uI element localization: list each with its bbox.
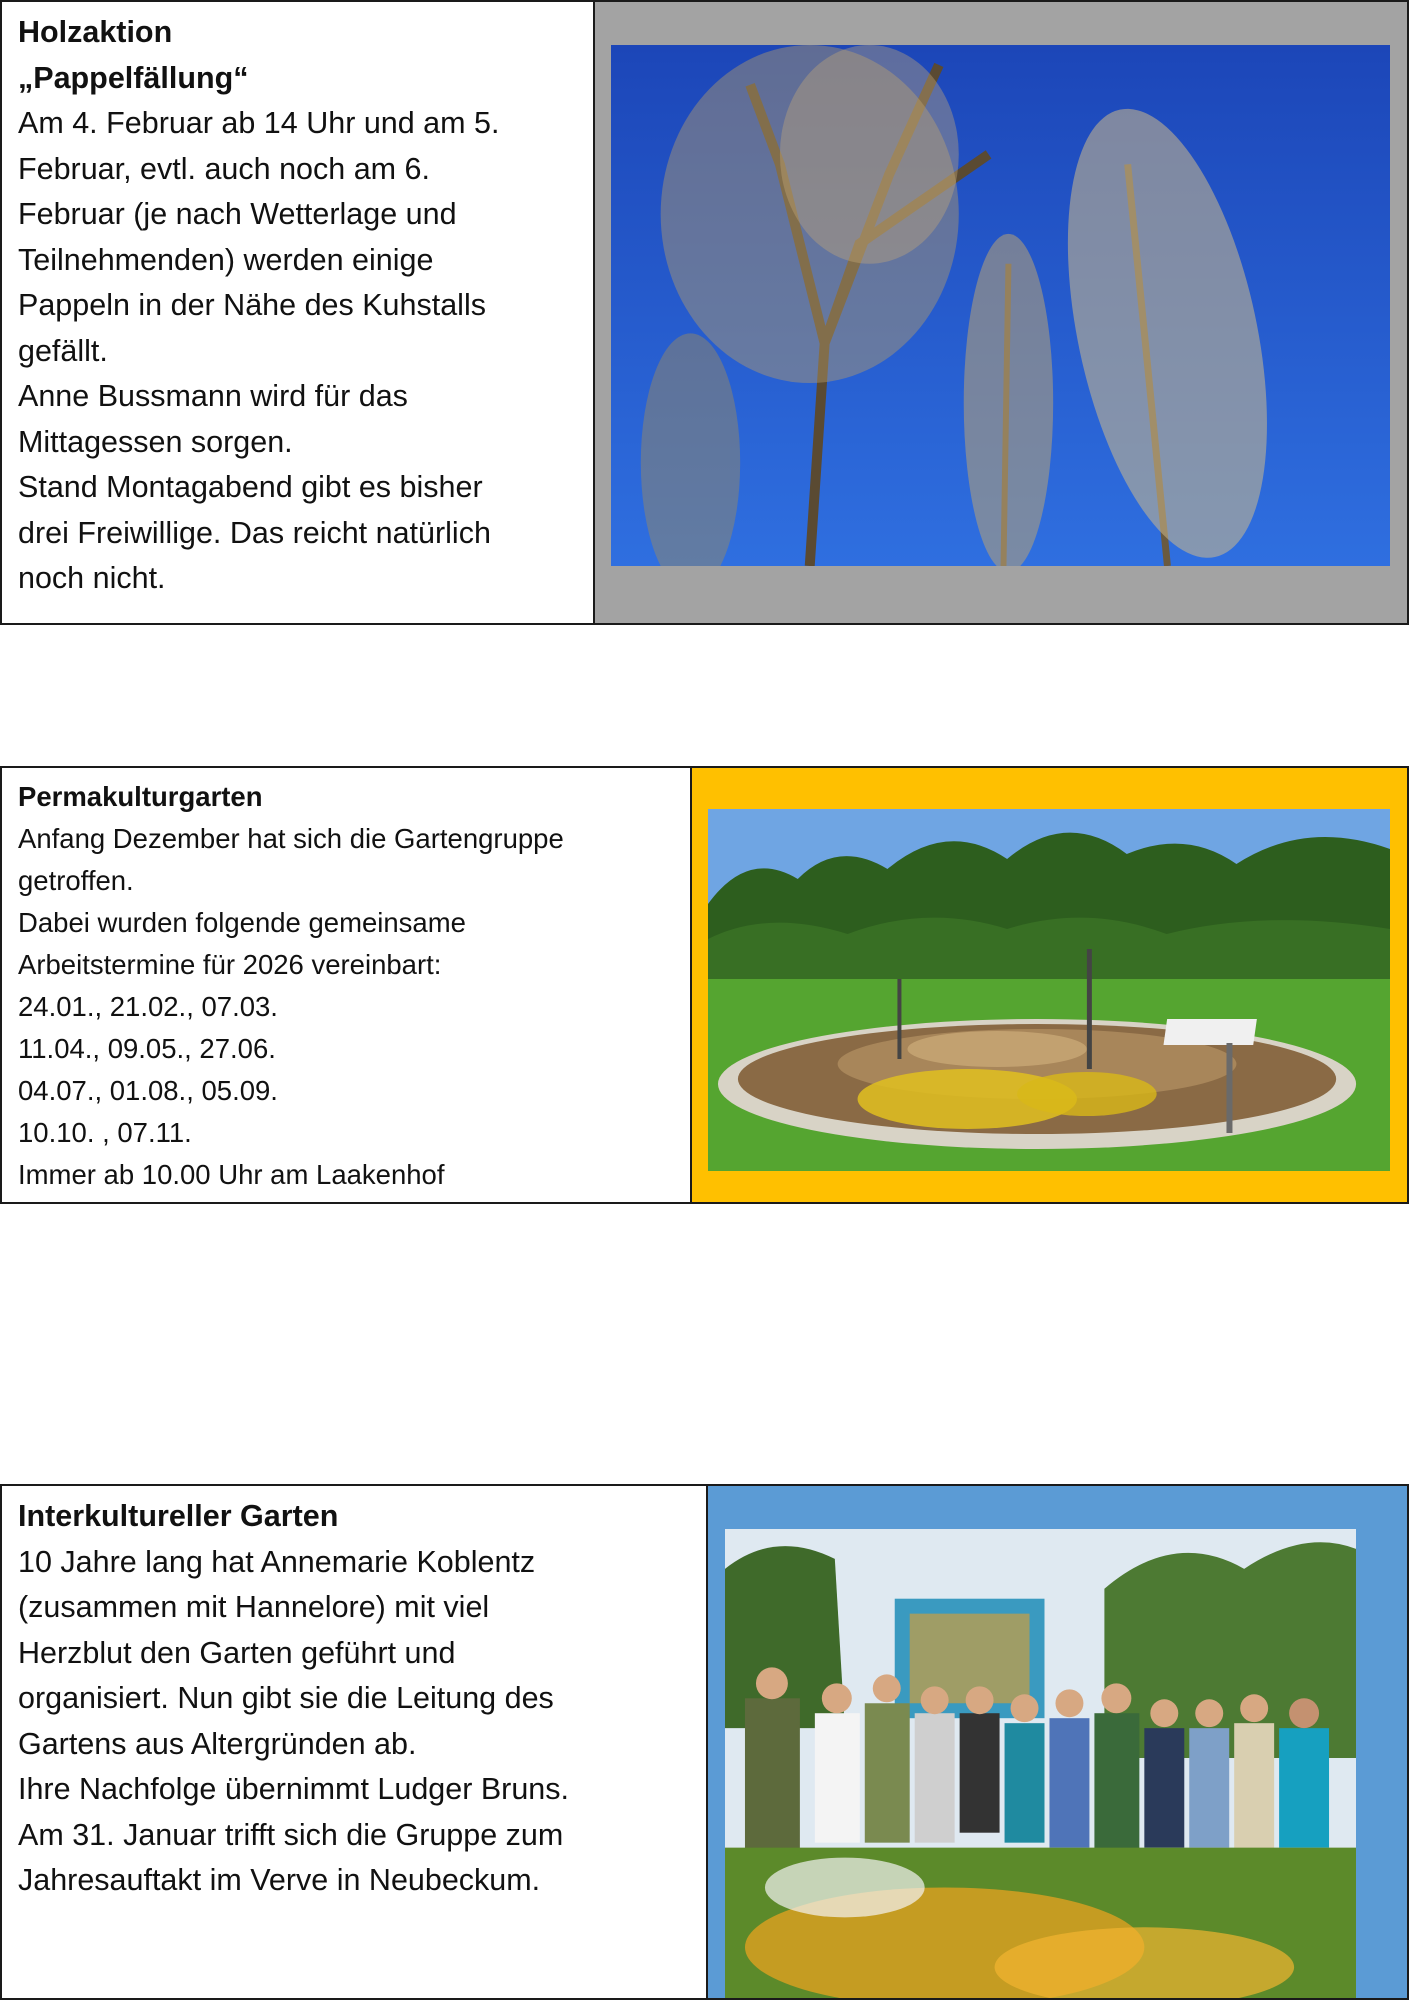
section-body: 10 Jahre lang hat Annemarie Koblentz (zusammen mit Hannelore) mit viel Herzblut den Garten geführt und organisiert. Nun gibt sie die Leitung des Gartens aus Altergründen ab. Ihre Nachfolge übernimmt Ludger Bruns. Am 31. Januar trifft sich die Gruppe zum Jahresauftakt im Verve in Neubeckum.: [18, 1544, 569, 1897]
section-text: [2, 2, 595, 623]
section-title: Permakulturgarten: [18, 781, 263, 812]
permaculture-garden-photo: [708, 809, 1390, 1171]
poplar-trees-photo: [611, 45, 1390, 566]
section-text: [2, 768, 692, 1202]
section-title: Holzaktion „Pappelfällung“: [18, 15, 249, 95]
section-holzaktion: [0, 0, 1409, 625]
section-permakulturgarten: [0, 766, 1409, 1204]
section-text: [2, 1486, 708, 1998]
group-photo: [725, 1529, 1356, 1998]
image-frame: [692, 768, 1407, 1202]
section-body: Am 4. Februar ab 14 Uhr und am 5. Februar, evtl. auch noch am 6. Februar (je nach Wetterlage und Teilnehmenden) werden einige Pappeln in der Nähe des Kuhstalls gefällt. Anne Bussmann wird für das Mittagessen sorgen. Stand Montagabend gibt es bisher drei Freiwillige. Das reicht natürlich noch nicht.: [18, 106, 500, 595]
image-frame: [708, 1486, 1407, 1998]
image-frame: [595, 2, 1407, 623]
section-body: Anfang Dezember hat sich die Gartengruppe getroffen. Dabei wurden folgende gemeinsame Arbeitstermine für 2026 vereinbart: 24.01., 21.02., 07.03. 11.04., 09.05., 27.06. 04.07., 01.08., 05.09. 10.10. , 07.11. Immer ab 10.00 Uhr am Laakenhof: [18, 823, 564, 1190]
section-title: Interkultureller Garten: [18, 1499, 339, 1533]
section-interkultureller-garten: [0, 1484, 1409, 2000]
